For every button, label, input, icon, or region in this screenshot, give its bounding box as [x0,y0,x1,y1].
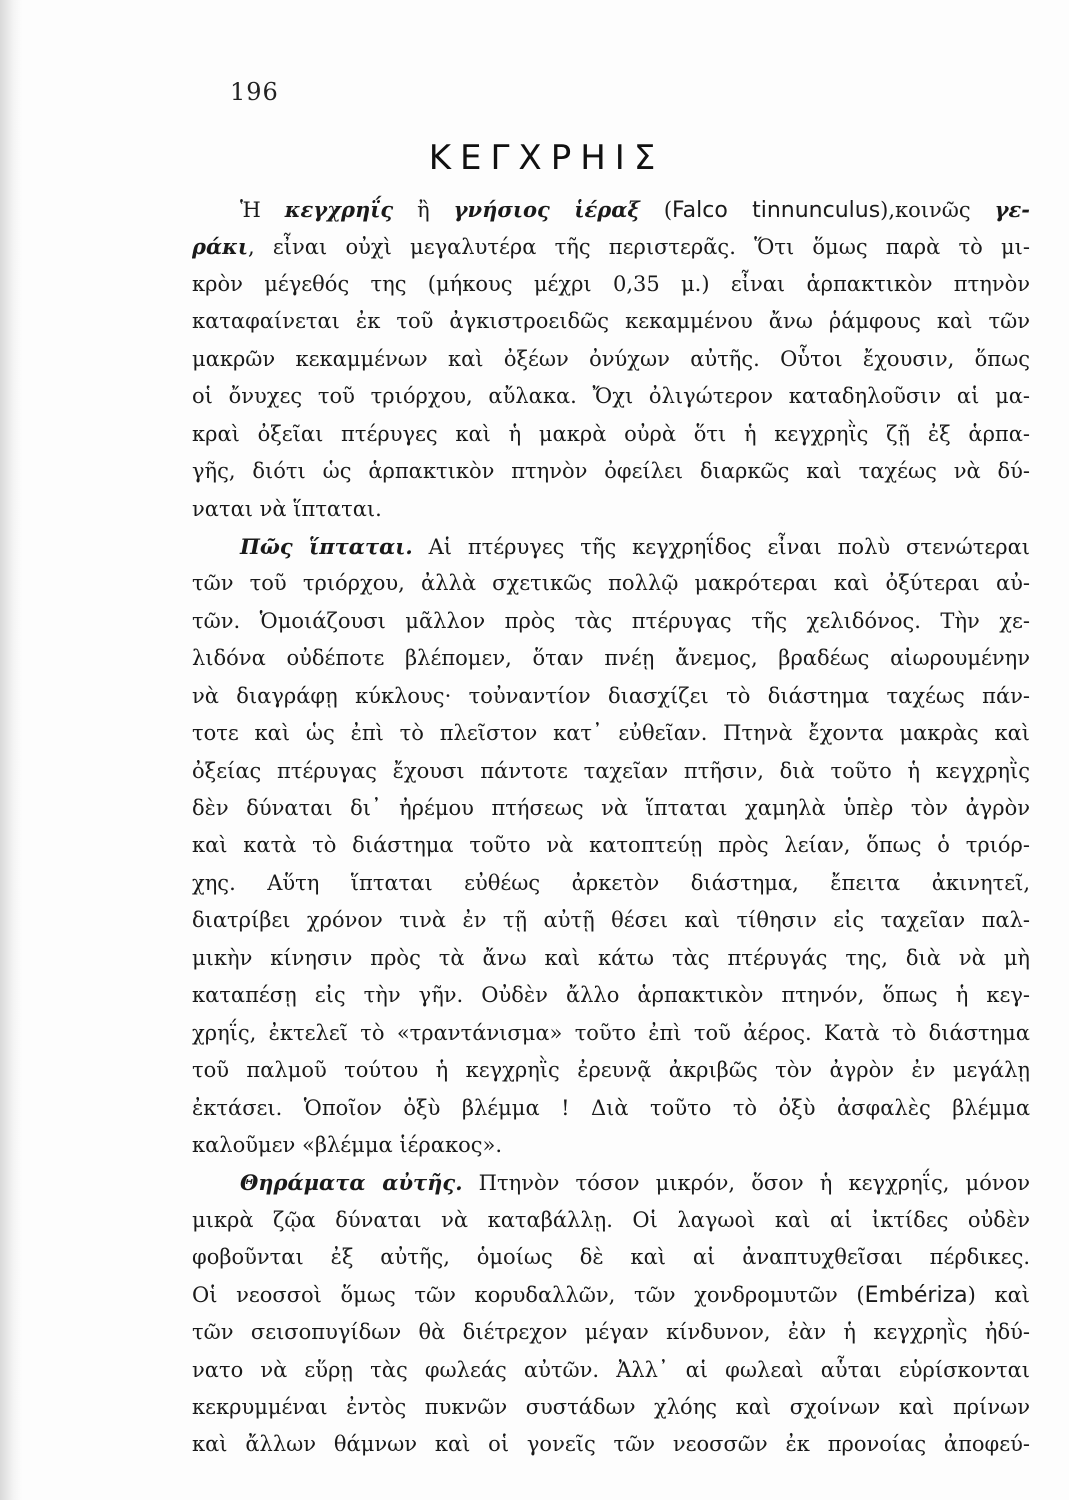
text-line: νατο νὰ εὕρῃ τὰς φωλεάς αὐτῶν. Ἀλλ᾽ αἱ φωλεαὶ αὗται εὑρίσκονται [192,1357,1030,1382]
text-line: χρηΐς, ἐκτελεῖ τὸ «τραντάνισμα» τοῦτο ἐπὶ τοῦ ἀέρος. Κατὰ τὸ διάστημα [192,1020,1030,1045]
text-line: χης. Αὕτη ἵπταται εὐθέως ἀρκετὸν διάστημα, ἔπειτα ἀκινητεῖ, [192,870,1030,895]
text-line: λιδόνα οὐδέποτε βλέπομεν, ὅταν πνέῃ ἄνεμος, βραδέως αἰωρουμένην [192,646,1030,671]
text-line: ράκι, εἶναι οὐχὶ μεγαλυτέρα τῆς περιστερᾶς. Ὅτι ὅμως παρὰ τὸ μι- [192,234,1030,260]
term-gnisios-ierax: γνήσιος ἱέραξ [453,197,640,222]
body-text [192,191,1030,1464]
text-line: καὶ κατὰ τὸ διάστημα τοῦτο νὰ κατοπτεύῃ πρὸς λείαν, ὅπως ὁ τριόρ- [192,833,1030,858]
text-line: Οἱ νεοσσοὶ ὅμως τῶν κορυδαλλῶν, τῶν χονδρομυτῶν (Embériza) καὶ [192,1282,1030,1308]
text-line: μικρὰ ζῷα δύναται νὰ καταβάλλῃ. Οἱ λαγωοὶ καὶ αἱ ἰκτίδες οὐδὲν [192,1207,1030,1232]
text-line: τῶν τοῦ τριόρχου, ἀλλὰ σχετικῶς πολλῷ μακρότεραι καὶ ὀξύτεραι αὐ- [192,571,1030,596]
text-line: οἱ ὄνυχες τοῦ τριόρχου, αὔλακα. Ὄχι ὀλιγώτερον καταδηλοῦσιν αἱ μα- [192,384,1030,409]
text-line: δὲν δύναται δι᾽ ἠρέμου πτήσεως νὰ ἵπταται χαμηλὰ ὑπὲρ τὸν ἀγρὸν [192,796,1030,820]
text-line: ναται νὰ ἵπταται. [192,496,382,521]
text-line: καὶ ἄλλων θάμνων καὶ οἱ γονεῖς τῶν νεοσσῶν ἐκ προνοίας ἀποφεύ- [192,1432,1030,1457]
text-line: γῆς, διότι ὡς ἁρπακτικὸν πτηνὸν ὀφείλει διαρκῶς καὶ ταχέως νὰ δύ- [192,459,1030,484]
scientific-name: Falco tinnunculus [672,198,881,223]
page-gutter-shadow [0,0,22,1500]
text-line: τῶν σεισοπυγίδων θὰ διέτρεχον μέγαν κίνδυνον, ἐὰν ἡ κεγχρηῒς ἠδύ- [192,1320,1030,1345]
term-kenchreis: κεγχρηΐς [284,197,394,222]
text-line: καταπέσῃ εἰς τὴν γῆν. Οὐδὲν ἄλλο ἁρπακτικὸν πτηνόν, ὅπως ἡ κεγ- [192,983,1030,1008]
text-line: διατρίβει χρόνον τινὰ ἐν τῇ αὐτῇ θέσει καὶ τίθησιν εἰς ταχεῖαν παλ- [192,908,1030,933]
text-line: Θηράματα αὐτῆς. Πτηνὸν τόσον μικρόν, ὅσον ἡ κεγχρηΐς, μόνον [240,1170,1030,1196]
text-line: τῶν. Ὁμοιάζουσι μᾶλλον πρὸς τὰς πτέρυγας τῆς χελιδόνος. Τὴν χε- [192,608,1030,633]
text-line: μακρῶν κεκαμμένων καὶ ὀξέων ὀνύχων αὐτῆς. Οὗτοι ἔχουσιν, ὅπως [192,346,1030,371]
section-heading-prey: Θηράματα αὐτῆς. [240,1170,463,1196]
text-line: Ἡ κεγχρηΐς ἢ γνήσιος ἱέραξ (Falco tinnunculus),κοινῶς γε- [240,197,1030,223]
text-line: τοῦ παλμοῦ τούτου ἡ κεγχρηῒς ἐρευνᾷ ἀκριβῶς τὸν ἀγρὸν ἐν μεγάλῃ [192,1058,1030,1083]
text-line: καταφαίνεται ἐκ τοῦ ἀγκιστροειδῶς κεκαμμένου ἄνω ῥάμφους καὶ τῶν [192,309,1030,334]
text-line: κεκρυμμέναι ἐντὸς πυκνῶν συστάδων χλόης καὶ σχοίνων καὶ πρίνων [192,1395,1030,1419]
chapter-title: ΚΕΓΧΡΗΙΣ [428,138,665,178]
text-line: κρὸν μέγεθός της (μήκους μέχρι 0,35 μ.) εἶναι ἁρπακτικὸν πτηνὸν [192,271,1030,296]
text-line: μικὴν κίνησιν πρὸς τὰ ἄνω καὶ κάτω τὰς πτέρυγάς της, διὰ νὰ μὴ [192,945,1030,970]
text-line: ὀξείας πτέρυγας ἔχουσι πάντοτε ταχεῖαν πτῆσιν, διὰ τοῦτο ἡ κεγχρηῒς [192,758,1030,783]
page-number: 196 [230,78,279,106]
text-line: καλοῦμεν «βλέμμα ἱέρακος». [192,1132,503,1157]
text-line: τοτε καὶ ὡς ἐπὶ τὸ πλεῖστον κατ᾽ εὐθεῖαν. Πτηνὰ ἔχοντα μακρὰς καὶ [192,721,1030,746]
text-line: κραὶ ὀξεῖαι πτέρυγες καὶ ἡ μακρὰ οὐρὰ ὅτι ἡ κεγχρηῒς ζῇ ἐξ ἁρπα- [192,421,1030,446]
term-geraki-end: ράκι [192,234,249,260]
section-heading-flight: Πῶς ἵπταται. [240,533,413,559]
term-gerakі-start: γε- [994,197,1030,222]
text-line: Πῶς ἵπταται. Αἱ πτέρυγες τῆς κεγχρηΐδος εἶναι πολὺ στενώτεραι [240,533,1030,559]
text-line: ἐκτάσει. Ὁποῖον ὀξὺ βλέμμα ! Διὰ τοῦτο τὸ ὀξὺ ἀσφαλὲς βλέμμα [192,1095,1030,1120]
text-line: νὰ διαγράφῃ κύκλους· τοὐναντίον διασχίζει τὸ διάστημα ταχέως πάν- [192,683,1030,708]
text-line: φοβοῦνται ἐξ αὐτῆς, ὁμοίως δὲ καὶ αἱ ἀναπτυχθεῖσαι πέρδικες. [192,1245,1030,1270]
scientific-name: Embériza [864,1282,968,1308]
